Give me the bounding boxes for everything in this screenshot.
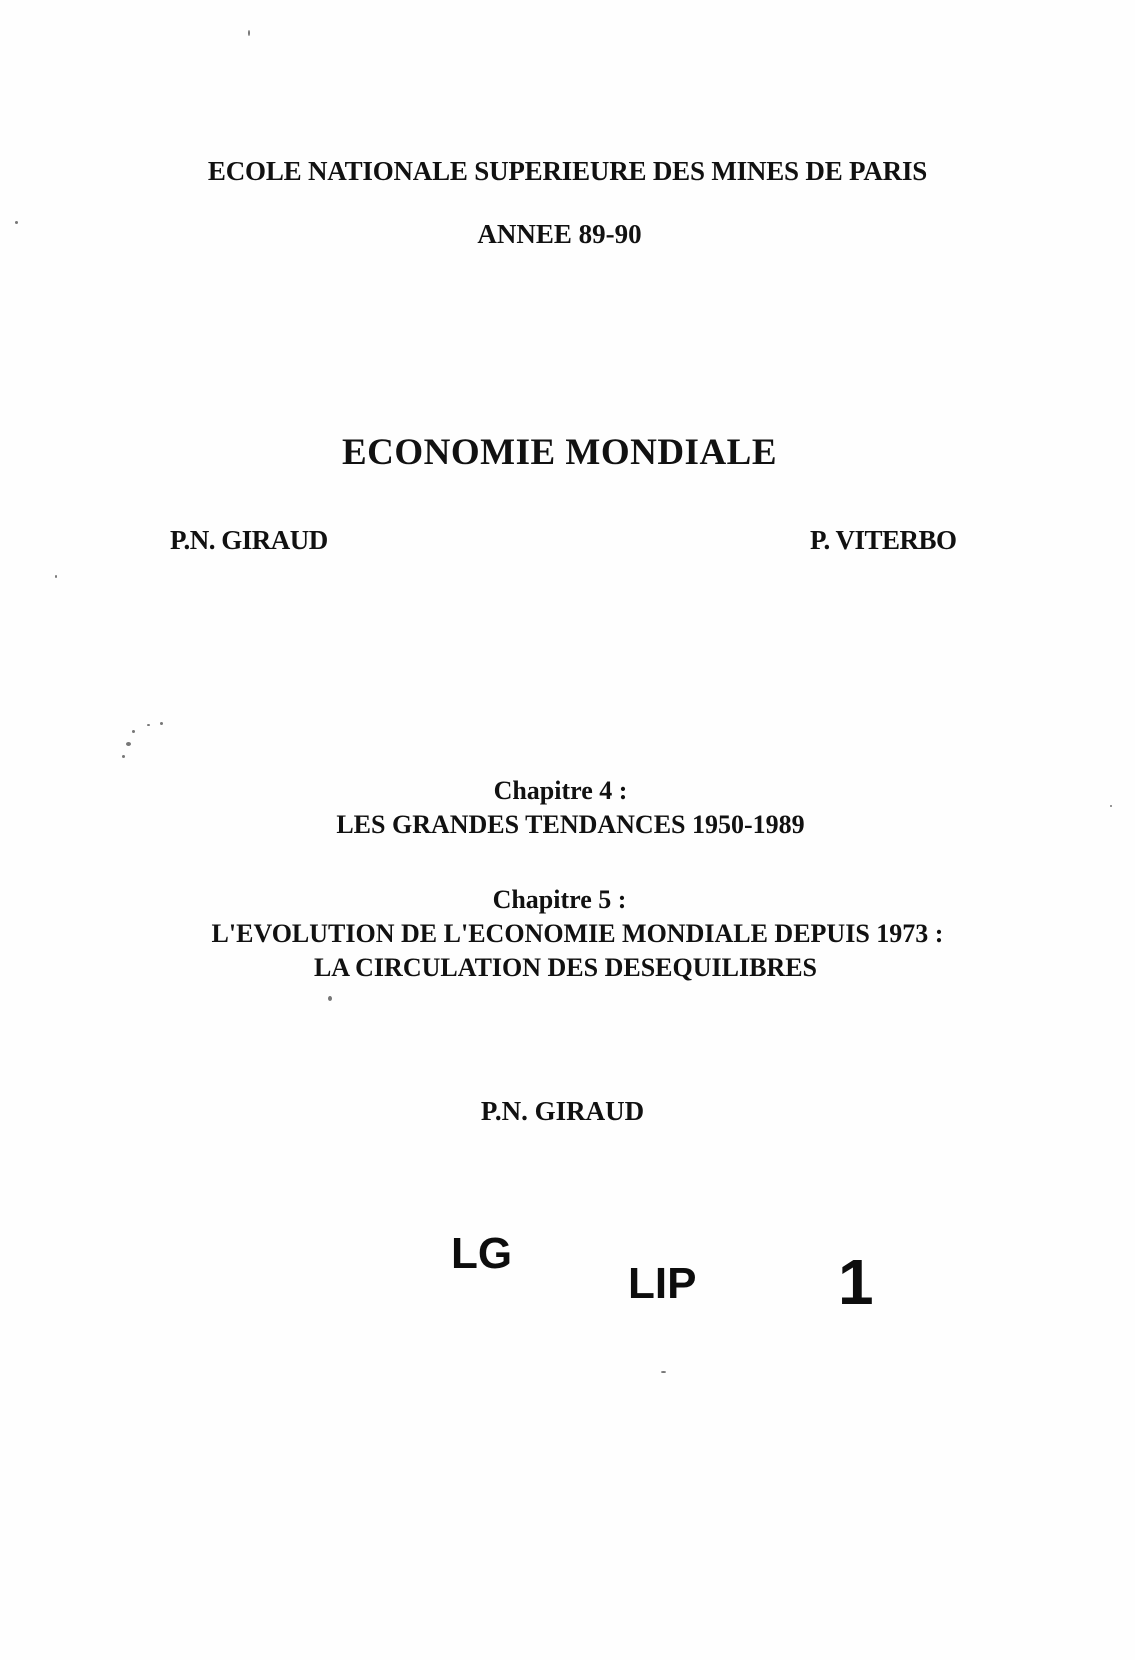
stamp-number: 1	[838, 1246, 874, 1318]
stamp-code-lg: LG	[451, 1229, 513, 1278]
chapter-5-label: Chapitre 5 :	[492, 885, 627, 914]
scan-speck	[15, 221, 18, 224]
chapter-5-title-line-1: L'EVOLUTION DE L'ECONOMIE MONDIALE DEPUIS 1973 :	[211, 919, 944, 948]
scan-speck	[160, 722, 163, 725]
scan-speck	[132, 730, 135, 733]
chapter-4-label: Chapitre 4 :	[493, 776, 628, 805]
chapter-4-title: LES GRANDES TENDANCES 1950-1989	[336, 810, 805, 839]
scan-speck	[126, 742, 131, 746]
scan-speck	[147, 724, 150, 726]
academic-year: ANNEE 89-90	[477, 219, 642, 249]
scan-speck	[55, 575, 57, 578]
author-right: P. VITERBO	[810, 525, 957, 555]
scan-speck	[328, 996, 332, 1001]
chapter-5-title-line-2: LA CIRCULATION DES DESEQUILIBRES	[313, 953, 818, 982]
scan-speck	[122, 755, 125, 758]
scan-speck	[1110, 805, 1112, 807]
author-left: P.N. GIRAUD	[170, 525, 328, 555]
institution-heading: ECOLE NATIONALE SUPERIEURE DES MINES DE PARIS	[207, 156, 928, 186]
document-title: ECONOMIE MONDIALE	[341, 432, 778, 473]
scan-speck	[661, 1371, 666, 1373]
stamp-code-lip: LIP	[628, 1259, 697, 1308]
scan-speck	[248, 30, 250, 36]
chapters-author: P.N. GIRAUD	[480, 1096, 645, 1126]
